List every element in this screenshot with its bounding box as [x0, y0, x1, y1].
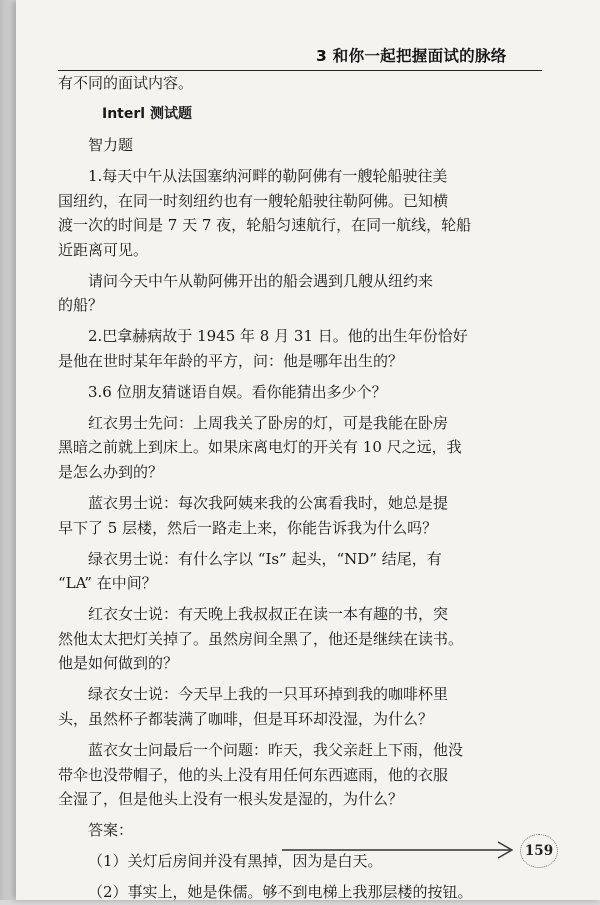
text-line: 2.巴拿赫病故于 1945 年 8 月 31 日。他的出生年份恰好: [88, 327, 468, 346]
page-number: 159: [524, 843, 554, 859]
text-line: 1.每天中午从法国塞纳河畔的勒阿佛有一艘轮船驶往美: [88, 166, 448, 185]
running-header: 3 和你一起把握面试的脉络: [316, 47, 507, 65]
text-line: 绿衣女士说：今天早上我的一只耳环掉到我的咖啡杯里: [88, 685, 449, 704]
answers-heading: 答案：: [88, 821, 134, 840]
text-line: 黑暗之前就上到床上。如果床离电灯的开关有 10 尺之远，我: [58, 438, 462, 457]
text-line: 绿衣男士说：有什么字以 “Is” 起头，“ND” 结尾，有: [88, 549, 442, 568]
answer-line: （1）关灯后房间并没有黑掉，因为是白天。: [88, 852, 383, 871]
text-line: 国纽约，在同一时刻纽约也有一艘轮船驶往勒阿佛。已知横: [58, 191, 449, 210]
text-line: 近距离可见。: [58, 240, 149, 259]
text-line: 渡一次的时间是 7 天 7 夜，轮船匀速航行，在同一航线，轮船: [58, 216, 472, 235]
text-line: 头，虽然杯子都装满了咖啡，但是耳环却没湿，为什么？: [58, 709, 434, 728]
footer-arrow-icon: [280, 838, 520, 862]
text-line: 是他在世时某年年龄的平方，问：他是哪年出生的？: [58, 351, 404, 370]
text-line: 的船？: [58, 296, 104, 315]
book-spine-shadow: [0, 0, 16, 900]
text-line: 是怎么办到的？: [58, 463, 164, 482]
text-line: 蓝衣女士问最后一个问题：昨天，我父亲赶上下雨，他没: [88, 740, 464, 759]
text-line: 红衣女士说：有天晚上我叔叔正在读一本有趣的书，突: [88, 605, 449, 624]
text-line: 蓝衣男士说：每次我阿姨来我的公寓看我时，她总是提: [88, 494, 449, 513]
text-line: 然他太太把灯关掉了。虽然房间全黑了，他还是继续在读书。: [58, 629, 464, 648]
answer-line: （2）事实上，她是侏儒。够不到电梯上我那层楼的按钮。: [88, 883, 473, 902]
text-line: 他是如何做到的？: [58, 654, 179, 673]
text-line: 3.6 位朋友猜谜语自娱。看你能猜出多少个？: [88, 382, 387, 401]
text-line: 红衣男士先问：上周我关了卧房的灯，可是我能在卧房: [88, 413, 449, 432]
text-line: 有不同的面试内容。: [58, 74, 194, 92]
text-line: 带伞也没带帽子，他的头上没有用任何东西遮雨，他的衣服: [58, 765, 449, 784]
text-line: “LA” 在中间？: [58, 574, 157, 593]
text-line: 早下了 5 层楼，然后一路走上来，你能告诉我为什么吗？: [58, 518, 438, 537]
text-line: 全湿了，但是他头上没有一根头发是湿的，为什么？: [58, 790, 404, 809]
page-body: [58, 71, 542, 905]
subsection-title: 智力题: [88, 135, 134, 154]
text-line: 请问今天中午从勒阿佛开出的船会遇到几艘从纽约来: [88, 271, 434, 290]
section-title: Interl 测试题: [102, 105, 192, 122]
